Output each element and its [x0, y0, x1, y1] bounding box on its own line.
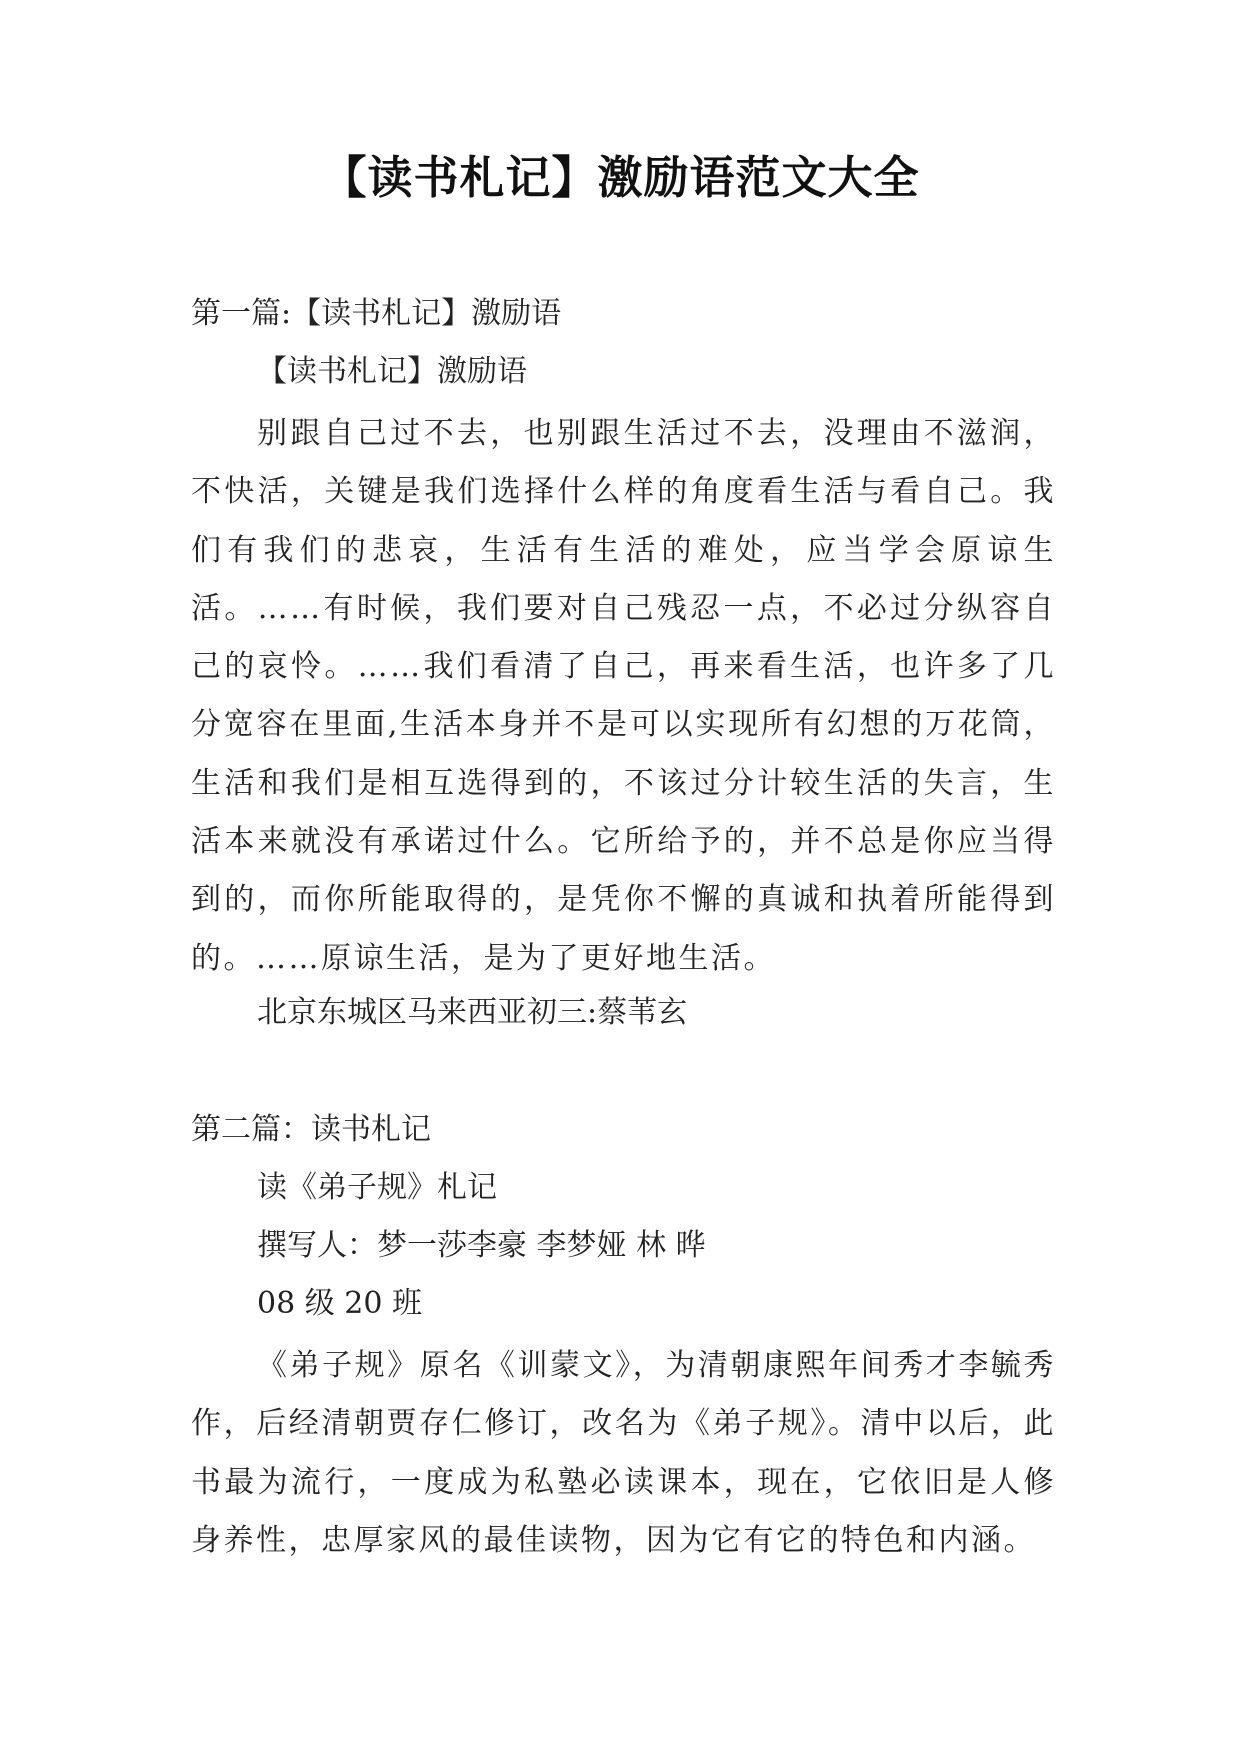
section-1-paragraph: 别跟自己过不去，也别跟生活过不去，没理由不滋润，不快活，关键是我们选择什么样的角度看生活与看自己。我们有我们的悲哀，生活有生活的难处，应当学会原谅生活。……有时候，我们要对自己残忍一点，不必过分纵容自己的哀怜。……我们看清了自己，再来看生活，也许多了几分宽容在里面,生活本身并不是可以实现所有幻想的万花筒，生活和我们是相互选得到的，不该过分计较生活的失言，生活本来就没有承诺过什么。它所给予的，并不总是你应当得到的，而你所能取得的，是凭你不懈的真诚和执着所能得到的。……原谅生活，是为了更好地生活。	[191, 416, 1056, 976]
section-2-subtitle: 读《弟子规》札记	[257, 1170, 497, 1205]
section-2-writers: 撰写人：梦一莎李豪 李梦娅 林 晔	[257, 1228, 706, 1263]
document-title: 【读书札记】激励语范文大全	[321, 151, 920, 204]
section-2-paragraph: 《弟子规》原名《训蒙文》，为清朝康熙年间秀才李毓秀作，后经清朝贾存仁修订，改名为《弟子规》。清中以后，此书最为流行，一度成为私塾必读课本，现在，它依旧是人修身养性，忠厚家风的最佳读物，因为它有它的特色和内涵。	[191, 1348, 1056, 1558]
section-2-class: 08 级 20 班	[257, 1286, 422, 1321]
section-1-heading: 第一篇:【读书札记】激励语	[191, 296, 562, 331]
section-1-author: 北京东城区马来西亚初三:蔡苇玄	[257, 995, 688, 1030]
section-1-subtitle: 【读书札记】激励语	[257, 354, 527, 389]
section-2-heading: 第二篇：读书札记	[191, 1112, 431, 1147]
